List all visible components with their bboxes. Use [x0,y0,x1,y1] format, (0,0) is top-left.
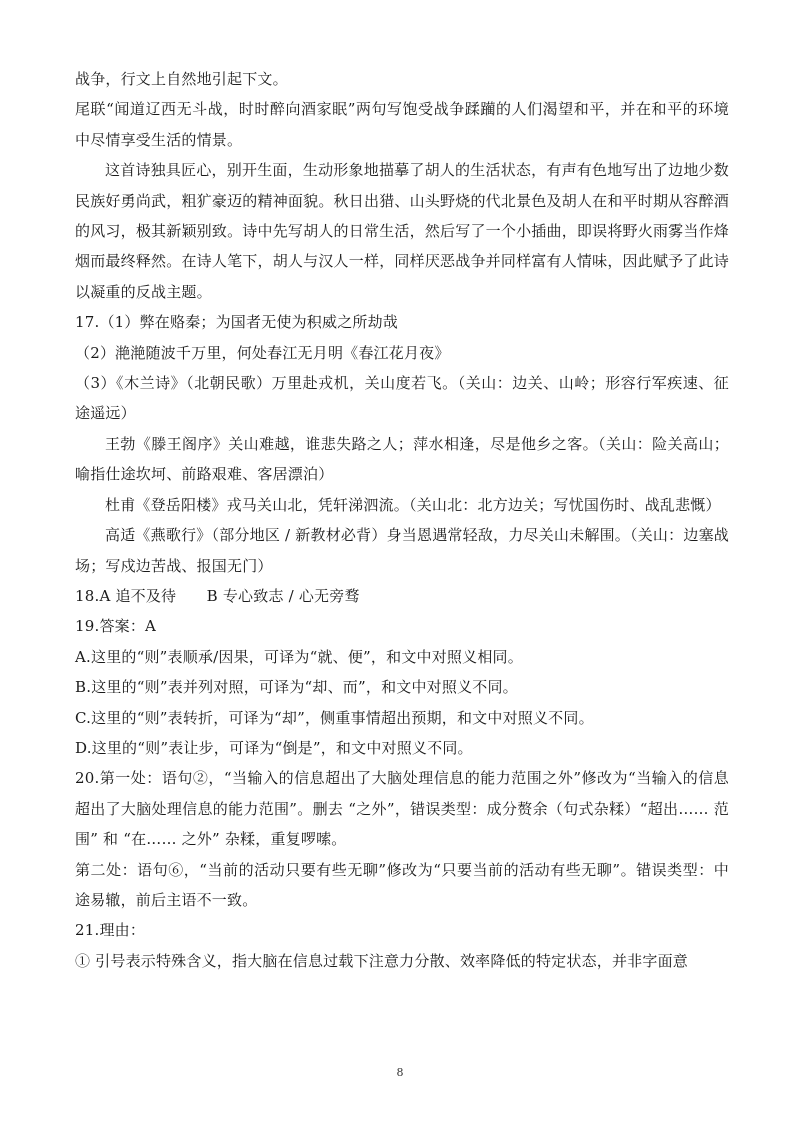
answer-21-reason-1: ① 引号表示特殊含义，指大脑在信息过载下注意力分散、效率降低的特定状态，并非字面意 [75,951,688,970]
answer-17-1: 17.（1）弊在赂秦；为国者无使为积威之所劫哉 [75,313,399,332]
answer-17-2: （2）滟滟随波千万里，何处春江无月明《春江花月夜》 [75,343,450,362]
paragraph-poem-analysis: 这首诗独具匠心，别开生面，生动形象地描摹了胡人的生活状态，有声有色地写出了边地少数民族好勇尚武，粗犷豪迈的精神面貌。秋日出猎、山头野烧的代北景色及胡人在和平时期从容醉酒的风习，极其新颖别致。诗中先写胡人的日常生活，然后写了一个小插曲，即误将野火雨雾当作烽烟而最终释然。在诗人笔下，胡人与汉人一样，同样厌恶战争并同样富有人情味，因此赋予了此诗以凝重的反战主题。 [75,161,729,301]
answer-17-3-dufu: 杜甫《登岳阳楼》戎马关山北，凭轩涕泗流。（关山北：北方边关；写忧国伤时、战乱悲慨） [105,495,721,514]
answer-19-option-d: D.这里的“则”表让步，可译为“倒是”，和文中对照义不同。 [75,738,473,757]
answer-19-option-a: A.这里的“则”表顺承/因果，可译为“就、便”，和文中对照义相同。 [75,647,523,666]
answer-21-heading: 21.理由： [75,921,146,940]
answer-17-3-gaoshi: 高适《燕歌行》（部分地区 / 新教材必背）身当恩遇常轻敌，力尽关山未解围。（关山：边塞战场；写戍边苦战、报国无门） [75,526,729,575]
page-number: 8 [396,1066,404,1079]
paragraph-tail-couplet: 尾联“闻道辽西无斗战，时时醉向酒家眠”两句写饱受战争蹂躏的人们渴望和平，并在和平的环境中尽情享受生活的情景。 [75,100,729,149]
answer-19-option-b: B.这里的“则”表并列对照，可译为“却、而”，和文中对照义不同。 [75,678,518,697]
page-body [75,64,729,976]
answer-20-first: 20.第一处：语句②，“当输入的信息超出了大脑处理信息的能力范围之外”修改为“当输入的信息超出了大脑处理信息的能力范围”。删去 “之外”，错误类型：成分赘余（句式杂糅）“超出…… 范围” 和 “在…… 之外” 杂糅，重复啰嗦。 [75,769,729,849]
answer-18: 18.A 追不及待 B 专心致志 / 心无旁骛 [75,586,360,605]
answer-19: 19.答案：A [75,617,157,636]
answer-19-option-c: C.这里的“则”表转折，可译为“却”，侧重事情超出预期，和文中对照义不同。 [75,708,594,727]
paragraph-continuation: 战争，行文上自然地引起下文。 [75,70,288,88]
answer-17-3: （3）《木兰诗》（北朝民歌）万里赴戎机，关山度若飞。（关山：边关、山岭；形容行军疾速、征途遥远） [75,374,729,423]
answer-17-3-wangbo: 王勃《滕王阁序》关山难越，谁悲失路之人；萍水相逢，尽是他乡之客。（关山：险关高山；喻指仕途坎坷、前路艰难、客居漂泊） [75,434,729,484]
answer-20-second: 第二处：语句⑥，“当前的活动只要有些无聊”修改为“只要当前的活动有些无聊”。错误类型：中途易辙，前后主语不一致。 [75,860,729,909]
